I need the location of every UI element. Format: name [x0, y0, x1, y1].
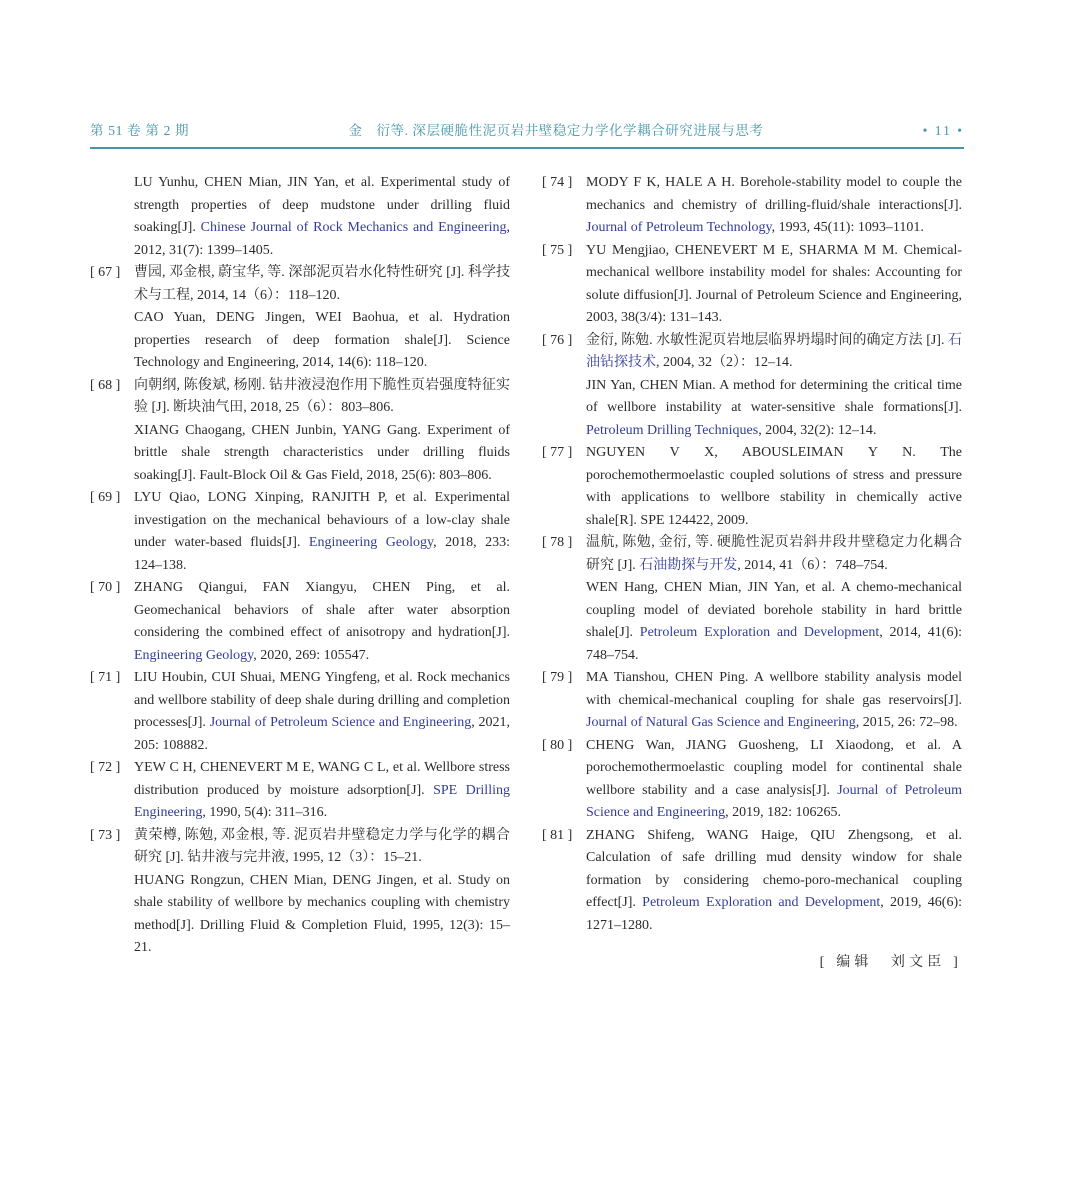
- reference-number: [ 76 ]: [542, 332, 573, 348]
- reference-text: [134, 757, 510, 825]
- reference-segment: 向朝纲, 陈俊斌, 杨刚. 钻井液浸泡作用下脆性页岩强度特征实验 [J]. 断块油气田, 2018, 25（6）：803–806.: [134, 377, 510, 415]
- reference-segment: JIN Yan, CHEN Mian. A method for determining the critical time of wellbore instability at water-sensitive shale formations[J].: [586, 377, 962, 415]
- reference-block: [90, 825, 510, 870]
- reference-number: [ 80 ]: [542, 737, 573, 753]
- reference-segment: 曹园, 邓金根, 蔚宝华, 等. 深部泥页岩水化特性研究 [J]. 科学技术与工程, 2014, 14（6）：118–120.: [134, 265, 510, 303]
- reference-segment: , 1990, 5(4): 311–316.: [202, 805, 328, 820]
- reference-segment: , 2004, 32（2）：12–14.: [656, 355, 793, 370]
- reference-number: [90, 307, 134, 375]
- reference-text: [134, 420, 510, 488]
- reference-block: [542, 825, 962, 938]
- reference-number: [ 73 ]: [90, 827, 121, 843]
- reference-block: [542, 375, 962, 443]
- reference-segment: , 2012, 31(7): 1399–1405.: [134, 220, 511, 258]
- reference-text: [586, 240, 962, 330]
- reference-number: [90, 870, 134, 960]
- reference-text: [134, 307, 510, 375]
- reference-number: [90, 172, 134, 262]
- reference-segment: , 2014, 41(6): 748–754.: [586, 625, 962, 663]
- reference-segment: , 2019, 46(6): 1271–1280.: [586, 895, 963, 933]
- reference-number: [ 78 ]: [542, 535, 573, 550]
- journal-link[interactable]: SPE Drilling Engineering: [134, 782, 510, 820]
- reference-text: [134, 825, 510, 870]
- reference-segment: XIANG Chaogang, CHEN Junbin, YANG Gang. Experiment of brittle shale strength characteristics under drilling fluids soaking[J]. Fault-Block Oil & Gas Field, 2018, 25(6): 803–806.: [134, 422, 510, 483]
- journal-link[interactable]: 石油勘探与开发: [639, 557, 738, 573]
- reference-number: [ 70 ]: [90, 580, 121, 595]
- reference-number: [ 68 ]: [90, 377, 121, 393]
- reference-text: [586, 330, 962, 375]
- reference-segment: , 2021, 205: 108882.: [134, 715, 511, 753]
- reference-segment: LIU Houbin, CUI Shuai, MENG Yingfeng, et al. Rock mechanics and wellbore stability of deep shale during drilling and completion processes[J].: [134, 670, 510, 730]
- reference-segment: , 1993, 45(11): 1093–1101.: [771, 220, 924, 235]
- reference-block: [542, 577, 962, 667]
- journal-link[interactable]: Engineering Geology: [308, 535, 434, 550]
- reference-segment: HUANG Rongzun, CHEN Mian, DENG Jingen, et al. Study on shale stability of wellbore by mechanics coupling with chemistry method[J]. Drilling Fluid & Completion Fluid, 1995, 12(3): 15–21.: [134, 872, 510, 955]
- reference-segment: YU Mengjiao, CHENEVERT M E, SHARMA M M. Chemical-mechanical wellbore instability model for shales: Accounting for solute diffusion[J]. Journal of Petroleum Science and Engineering, 2003, 38(3/4): 131–143.: [586, 242, 962, 325]
- reference-segment: CAO Yuan, DENG Jingen, WEI Baohua, et al. Hydration properties research of deep formation shale[J]. Science Technology and Engineering, 2014, 14(6): 118–120.: [134, 310, 510, 370]
- reference-segment: NGUYEN V X, ABOUSLEIMAN Y N. The porochemothermoelastic coupled solutions of stress and pressure with applications to wellbore stability in chemically active shale[R]. SPE 124422, 2009.: [586, 445, 962, 528]
- references-left-column: [90, 172, 510, 975]
- reference-segment: CHENG Wan, JIANG Guosheng, LI Xiaodong, et al. A porochemothermoelastic coupling model for continental shale wellbore stability and a case analysis[J].: [586, 737, 962, 798]
- journal-link[interactable]: Journal of Petroleum Science and Engineering: [209, 715, 472, 730]
- reference-segment: 黄荣樽, 陈勉, 邓金根, 等. 泥页岩井壁稳定力学与化学的耦合研究 [J]. 钻井液与完井液, 1995, 12（3）：15–21.: [134, 827, 510, 865]
- reference-block: [90, 420, 510, 488]
- reference-number: [ 74 ]: [542, 175, 573, 190]
- reference-block: [542, 532, 962, 577]
- reference-text: [134, 375, 510, 420]
- reference-segment: WEN Hang, CHEN Mian, JIN Yan, et al. A chemo-mechanical coupling model of deviated borehole stability in hard brittle shale[J].: [586, 580, 962, 640]
- refs-right-container: [542, 172, 962, 937]
- journal-link[interactable]: Petroleum Exploration and Development: [642, 895, 881, 910]
- reference-block: [90, 307, 510, 375]
- reference-segment: , 2004, 32(2): 12–14.: [758, 422, 877, 438]
- running-title: 金 衍等. 深层硬脆性泥页岩井壁稳定力学化学耦合研究进展与思考: [348, 123, 764, 138]
- reference-block: [90, 172, 510, 262]
- header-rule: [90, 147, 964, 149]
- refs-left-container: [90, 172, 510, 960]
- reference-segment: , 2019, 182: 106265.: [725, 805, 842, 820]
- reference-segment: ZHANG Qiangui, FAN Xiangyu, CHEN Ping, et al. Geomechanical behaviors of shale after water absorption considering the combined effect of anisotropy and hydration[J].: [134, 580, 510, 640]
- journal-link[interactable]: Journal of Petroleum Technology: [586, 220, 772, 235]
- journal-link[interactable]: Chinese Journal of Rock Mechanics and Engineering: [200, 220, 507, 235]
- journal-link[interactable]: 石油钻探技术: [586, 332, 962, 370]
- reference-block: [542, 667, 962, 735]
- reference-block: [90, 577, 510, 667]
- reference-segment: , 2020, 269: 105547.: [253, 647, 370, 663]
- reference-text: [586, 375, 962, 443]
- reference-segment: 温航, 陈勉, 金衍, 等. 硬脆性泥页岩斜井段井壁稳定力化耦合研究 [J].: [586, 535, 962, 573]
- reference-number: [ 71 ]: [90, 670, 121, 685]
- reference-segment: YEW C H, CHENEVERT M E, WANG C L, et al. Wellbore stress distribution produced by moisture adsorption[J].: [134, 760, 510, 798]
- reference-block: [90, 870, 510, 960]
- reference-block: [90, 757, 510, 825]
- references-right-column: [542, 172, 962, 975]
- reference-segment: , 2015, 26: 72–98.: [855, 715, 958, 730]
- reference-text: [586, 667, 962, 735]
- reference-block: [90, 667, 510, 757]
- reference-text: [586, 532, 962, 577]
- reference-segment: 金衍, 陈勉. 水敏性泥页岩地层临界坍塌时间的确定方法 [J].: [586, 332, 948, 348]
- reference-number: [ 79 ]: [542, 670, 573, 685]
- reference-number: [ 72 ]: [90, 760, 121, 775]
- reference-block: [542, 735, 962, 825]
- reference-text: [134, 577, 510, 667]
- reference-text: [586, 442, 962, 532]
- reference-segment: ZHANG Shifeng, WANG Haige, QIU Zhengsong, et al. Calculation of safe drilling mud density window for shale formation by considering chemo-poro-mechanical coupling effect[J].: [586, 827, 962, 910]
- reference-text: [586, 172, 962, 240]
- reference-block: [90, 375, 510, 420]
- journal-link[interactable]: Petroleum Drilling Techniques: [586, 422, 759, 438]
- reference-text: [134, 172, 510, 262]
- journal-link[interactable]: Journal of Natural Gas Science and Engineering: [586, 715, 856, 730]
- editor-credit: [ 编辑 刘文臣 ]: [819, 955, 962, 970]
- reference-number: [ 77 ]: [542, 445, 573, 460]
- reference-number: [542, 375, 586, 443]
- reference-text: [134, 262, 510, 307]
- reference-text: [586, 825, 962, 938]
- reference-text: [586, 735, 962, 825]
- reference-text: [134, 870, 510, 960]
- reference-segment: , 2014, 41（6）：748–754.: [737, 557, 888, 573]
- reference-number: [ 81 ]: [542, 827, 573, 843]
- reference-text: [586, 577, 962, 667]
- reference-segment: LYU Qiao, LONG Xinping, RANJITH P, et al. Experimental investigation on the mechanical behaviours of a low-clay shale under water-based fluids[J].: [134, 490, 510, 550]
- reference-number: [ 69 ]: [90, 490, 121, 505]
- volume-issue: 第 51 卷 第 2 期: [90, 123, 190, 138]
- page-number: • 11 •: [922, 123, 964, 138]
- page-header: [90, 122, 964, 140]
- reference-number: [542, 577, 586, 667]
- reference-text: [134, 667, 510, 757]
- journal-link[interactable]: Engineering Geology: [134, 647, 254, 663]
- reference-block: [90, 487, 510, 577]
- journal-link[interactable]: Journal of Petroleum Science and Engineering: [586, 782, 963, 820]
- reference-text: [134, 487, 510, 577]
- reference-block: [542, 240, 962, 330]
- reference-block: [90, 262, 510, 307]
- reference-segment: MA Tianshou, CHEN Ping. A wellbore stability analysis model with chemical-mechanical coupling for shale gas reservoirs[J].: [586, 670, 962, 708]
- reference-block: [542, 442, 962, 532]
- reference-number: [ 67 ]: [90, 265, 121, 280]
- references-section: [90, 172, 964, 975]
- reference-block: [542, 172, 962, 240]
- reference-segment: , 2018, 233: 124–138.: [134, 535, 511, 573]
- journal-link[interactable]: Petroleum Exploration and Development: [639, 625, 880, 640]
- reference-block: [542, 330, 962, 375]
- reference-segment: LU Yunhu, CHEN Mian, JIN Yan, et al. Experimental study of strength properties of deep mudstone under drilling fluid soaking[J].: [134, 175, 510, 235]
- reference-number: [ 75 ]: [542, 242, 573, 258]
- reference-number: [90, 420, 134, 488]
- reference-segment: MODY F K, HALE A H. Borehole-stability model to couple the mechanics and chemistry of drilling-fluid/shale interactions[J].: [586, 175, 962, 213]
